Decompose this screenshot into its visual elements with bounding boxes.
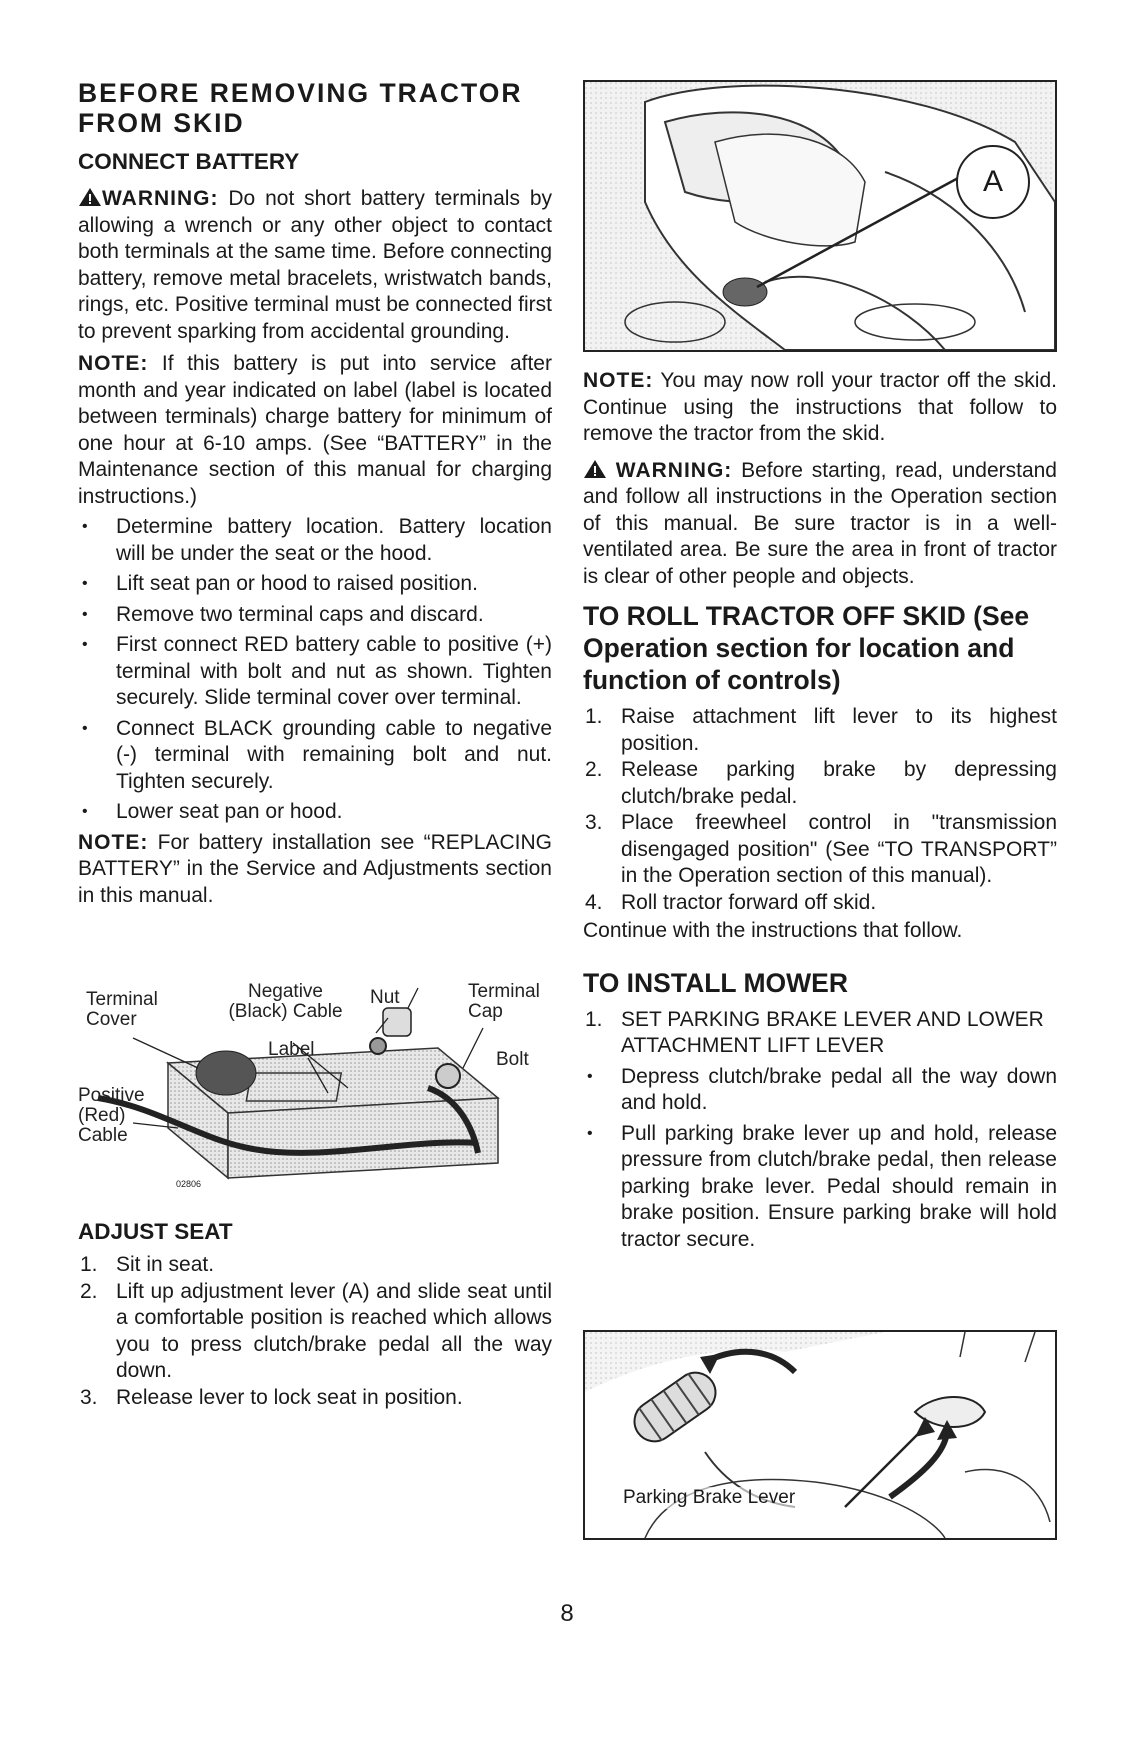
list-item: • Lower seat pan or hood. bbox=[78, 799, 552, 826]
list-item: 1. Raise attachment lift lever to its highest position. bbox=[585, 705, 1057, 755]
roll-off-note bbox=[583, 368, 1057, 448]
list-item: • Pull parking brake lever up and hold, release pressure from clutch/brake pedal, then release parking brake lever. Pedal should remain in brake position. Ensure parking brake will hold tractor secure. bbox=[583, 1121, 1057, 1254]
list-item: 1. SET PARKING BRAKE LEVER AND LOWER ATTACHMENT LIFT LEVER bbox=[585, 1007, 1044, 1057]
seat-steps-list bbox=[78, 1252, 552, 1411]
nut-label: Nut bbox=[370, 987, 400, 1008]
subheading-connect-battery: CONNECT BATTERY bbox=[78, 149, 300, 174]
list-item: • Determine battery location. Battery location will be under the seat or the hood. bbox=[78, 514, 552, 567]
warning-label: WARNING: bbox=[102, 187, 219, 210]
mower-steps-list bbox=[583, 1007, 1057, 1060]
list-item: 2. Lift up adjustment lever (A) and slide seat until a comfortable position is reached which allows you to press clutch/brake pedal all the way down. bbox=[80, 1279, 552, 1382]
roll-steps-list bbox=[583, 704, 1057, 916]
list-item: • Lift seat pan or hood to raised position. bbox=[78, 571, 552, 598]
operation-warning bbox=[583, 458, 1057, 591]
note-label: NOTE: bbox=[78, 352, 149, 375]
note-label: NOTE: bbox=[78, 830, 149, 854]
left-column bbox=[78, 0, 552, 909]
parking-brake-figure bbox=[583, 1330, 1057, 1540]
parking-brake-lever-label: Parking Brake Lever bbox=[623, 1487, 796, 1508]
continue-text: Continue with the instructions that follow. bbox=[583, 919, 963, 942]
note-text: You may now roll your tractor off the skid. Continue using the instructions that follow to remove the tractor from the skid. bbox=[583, 369, 1057, 445]
list-item: • Remove two terminal caps and discard. bbox=[78, 602, 552, 629]
positive-cable-label: Positive (Red) Cable bbox=[78, 1085, 145, 1146]
list-item: • Depress clutch/brake pedal all the way down and hold. bbox=[583, 1064, 1057, 1117]
right-column bbox=[583, 368, 1057, 1253]
list-item: 3. Place freewheel control in "transmission disengaged position" (See “TO TRANSPORT” in the Operation section of this manual). bbox=[585, 811, 1057, 887]
note-label: NOTE: bbox=[583, 369, 654, 392]
battery-steps-list bbox=[78, 514, 552, 826]
warning-label: WARNING: bbox=[615, 458, 733, 482]
callout-a-label: A bbox=[982, 165, 1003, 198]
note-text: If this battery is put into service after month and year indicated on label (label is located between terminals) charge battery for minimum of one hour at 6-10 amps. (See “BATTERY” in the Maintenance section of this manual for charging instructions.) bbox=[78, 352, 552, 508]
battery-code: 02806 bbox=[176, 1179, 202, 1189]
section-heading-before-removing: BEFORE REMOVING TRACTOR FROM SKID bbox=[78, 78, 523, 138]
warning-text: Before starting, read, understand and follow all instructions in the Operation section of this manual. Be sure tractor is in a well-ventilated area. Be sure the area in front of tractor is clear of other people and objects. bbox=[583, 458, 1057, 588]
negative-cable-label: Negative (Black) Cable bbox=[228, 981, 343, 1022]
list-item: 4. Roll tractor forward off skid. bbox=[585, 890, 877, 914]
page-number: 8 bbox=[560, 1600, 574, 1627]
warning-icon bbox=[583, 459, 607, 479]
list-item: • First connect RED battery cable to positive (+) terminal with bolt and nut as shown. Tighten securely. Slide terminal cover over terminal. bbox=[78, 632, 552, 712]
battery-warning bbox=[78, 186, 552, 345]
warning-icon bbox=[78, 187, 102, 207]
heading-install-mower: TO INSTALL MOWER bbox=[583, 967, 848, 998]
bolt-label: Bolt bbox=[496, 1049, 529, 1070]
list-item: 1. Sit in seat. bbox=[80, 1253, 215, 1276]
battery-note bbox=[78, 351, 552, 510]
warning-text: Do not short battery terminals by allowing a wrench or any other object to contact both terminals at the same time. Before connecting battery, remove metal bracelets, wristwatch bands, rings, etc. Positive terminal must be connected first to prevent sparking from accidental grounding. bbox=[78, 187, 552, 343]
list-item: 3. Release lever to lock seat in position. bbox=[80, 1385, 463, 1409]
installation-note bbox=[78, 830, 552, 910]
battery-figure bbox=[78, 978, 552, 1193]
note-text: For battery installation see “REPLACING BATTERY” in the Service and Adjustments section in this manual. bbox=[78, 830, 552, 907]
terminal-cap-label: Terminal Cap bbox=[468, 981, 540, 1022]
subheading-adjust-seat: ADJUST SEAT bbox=[78, 1219, 233, 1244]
terminal-cover-label: Terminal Cover bbox=[86, 989, 158, 1030]
seat-figure bbox=[583, 80, 1057, 352]
seat-illustration bbox=[585, 82, 1055, 350]
mower-bullets-list bbox=[583, 1064, 1057, 1254]
adjust-seat-section bbox=[78, 1218, 552, 1411]
label-label: Label bbox=[268, 1039, 315, 1060]
list-item: 2. Release parking brake by depressing clutch/brake pedal. bbox=[585, 758, 1057, 808]
list-item: • Connect BLACK grounding cable to negative (-) terminal with remaining bolt and nut. Tighten securely. bbox=[78, 716, 552, 796]
heading-roll-tractor: TO ROLL TRACTOR OFF SKID (See Operation section for location and function of controls) bbox=[583, 601, 1030, 695]
